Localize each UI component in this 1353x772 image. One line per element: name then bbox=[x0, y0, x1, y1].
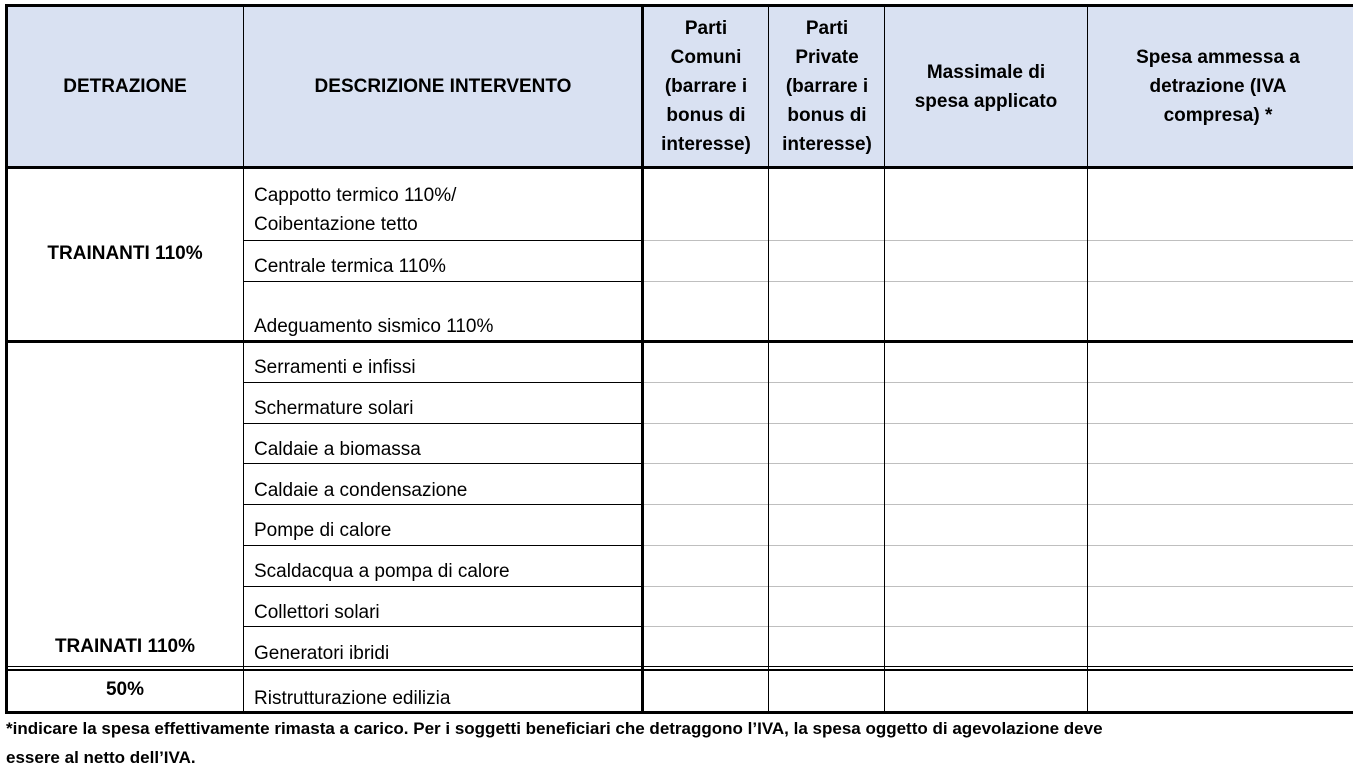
intervention-schermature: Schermature solari bbox=[254, 398, 414, 419]
cell-massimale-cappotto[interactable] bbox=[885, 169, 1087, 240]
intervention-serramenti: Serramenti e infissi bbox=[254, 357, 416, 378]
intervention-centrale-termica: Centrale termica 110% bbox=[254, 256, 446, 277]
cell-parti-comuni-ristrutturazione[interactable] bbox=[644, 671, 768, 711]
cell-parti-private-ristrutturazione[interactable] bbox=[769, 671, 884, 711]
header-massimale: Massimale di spesa applicato bbox=[914, 61, 1058, 112]
group-separator bbox=[6, 340, 1353, 343]
intervention-adeguamento-sismico: Adeguamento sismico 110% bbox=[254, 316, 494, 337]
intervention-caldaie-condensazione: Caldaie a condensazione bbox=[254, 480, 468, 501]
column-divider bbox=[1087, 6, 1088, 712]
cell-parti-private-sismico[interactable] bbox=[769, 282, 884, 340]
group-separator bbox=[6, 666, 1353, 667]
intervention-ristrutturazione: Ristrutturazione edilizia bbox=[254, 688, 451, 709]
cell-parti-comuni-cappotto[interactable] bbox=[644, 169, 768, 240]
column-divider bbox=[243, 6, 244, 712]
header-parti-comuni: Parti Comuni (barrare i bonus di interesse) bbox=[661, 18, 751, 155]
header-parti-private: Parti Private (barrare i bonus di interesse) bbox=[782, 18, 872, 155]
row-rule bbox=[244, 463, 642, 464]
group-label-50: 50% bbox=[105, 679, 145, 700]
table-left-border bbox=[5, 4, 8, 714]
header-spesa-ammessa: Spesa ammessa a detrazione (IVA compresa) * bbox=[1136, 47, 1300, 126]
cell-spesa-ristrutturazione[interactable] bbox=[1088, 671, 1353, 711]
cell-parti-private-cappotto[interactable] bbox=[769, 169, 884, 240]
row-rule bbox=[244, 281, 642, 282]
intervention-cappotto: Cappotto termico 110%/ Coibentazione tetto bbox=[254, 185, 457, 235]
group-label-trainati: TRAINATI 110% bbox=[54, 636, 196, 657]
row-rule bbox=[244, 423, 642, 424]
cell-spesa-centrale[interactable] bbox=[1088, 241, 1353, 281]
footnote-line-1: *indicare la spesa effettivamente rimasta a carico. Per i soggetti beneficiari che detraggono l’IVA, la spesa oggetto di agevolazione deve bbox=[6, 719, 1103, 738]
intervention-scaldacqua: Scaldacqua a pompa di calore bbox=[254, 561, 510, 582]
column-divider bbox=[768, 6, 769, 712]
footnote-line-2: essere al netto dell’IVA. bbox=[6, 748, 196, 767]
cell-parti-comuni-sismico[interactable] bbox=[644, 282, 768, 340]
row-rule bbox=[244, 545, 642, 546]
cell-massimale-sismico[interactable] bbox=[885, 282, 1087, 340]
cell-parti-private-centrale[interactable] bbox=[769, 241, 884, 281]
cell-parti-comuni-centrale[interactable] bbox=[644, 241, 768, 281]
intervention-generatori-ibridi: Generatori ibridi bbox=[254, 643, 390, 664]
cell-massimale-ristrutturazione[interactable] bbox=[885, 671, 1087, 711]
cell-massimale-centrale[interactable] bbox=[885, 241, 1087, 281]
row-rule bbox=[244, 240, 642, 241]
intervention-caldaie-biomassa: Caldaie a biomassa bbox=[254, 439, 421, 460]
intervention-pompe-calore: Pompe di calore bbox=[254, 520, 392, 541]
group-label-trainanti: TRAINANTI 110% bbox=[47, 243, 203, 264]
row-rule bbox=[244, 626, 642, 627]
row-rule bbox=[244, 382, 642, 383]
intervention-collettori: Collettori solari bbox=[254, 602, 380, 623]
header-descrizione-intervento: DESCRIZIONE INTERVENTO bbox=[314, 76, 572, 97]
cell-spesa-sismico[interactable] bbox=[1088, 282, 1353, 340]
row-rule bbox=[244, 504, 642, 505]
column-divider-thick bbox=[641, 6, 644, 712]
table-top-border bbox=[6, 4, 1353, 7]
cell-spesa-cappotto[interactable] bbox=[1088, 169, 1353, 240]
column-divider bbox=[884, 6, 885, 712]
header-detrazione: DETRAZIONE bbox=[63, 76, 187, 97]
row-rule bbox=[244, 586, 642, 587]
